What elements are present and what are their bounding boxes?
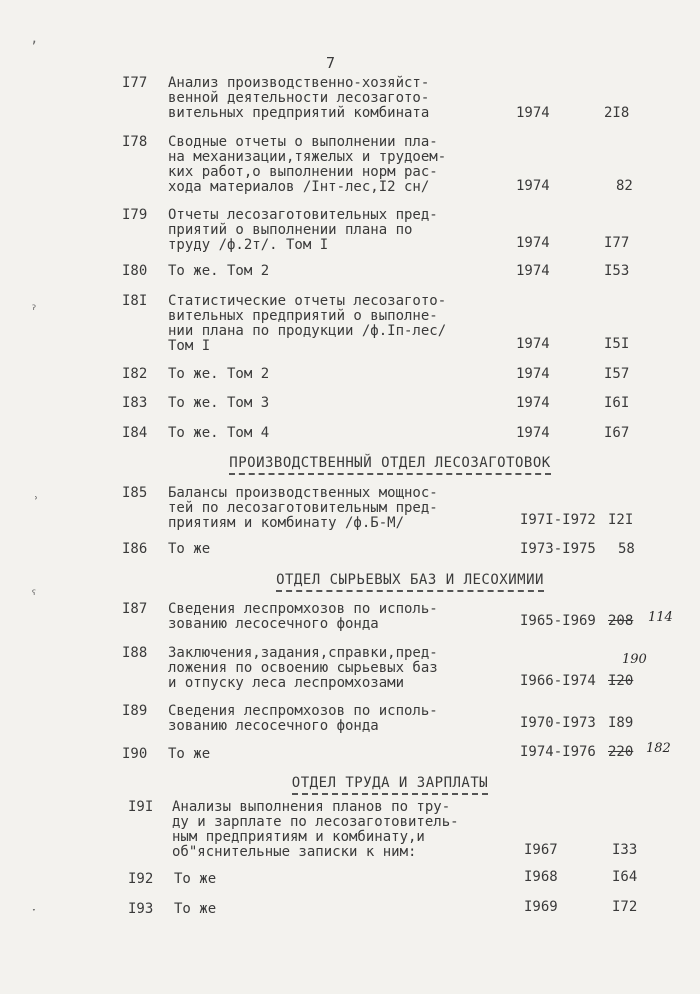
entry-sheets: I53: [604, 263, 630, 279]
entry-title: Заключения,задания,справки,пред- ложения по освоению сырьевых баз и отпуску леса леспромхозами: [168, 645, 438, 691]
entry-sheets: I67: [604, 425, 630, 441]
entry-year: 1974: [516, 336, 550, 352]
entry-number: I92: [128, 871, 154, 887]
entry-title: Балансы производственных мощнос- тей по лесозаготовительным пред- приятиям и комбинату /ф.Б-М/: [168, 485, 438, 531]
entry-year: I970-I973: [520, 715, 596, 731]
entry-title: Анализ производственно-хозяйст- венной деятельности лесозаготo- вительных предприятий комбината: [168, 75, 430, 121]
entry-sheets: I6I: [604, 395, 630, 411]
margin-mark: ˀ: [30, 305, 38, 320]
entry-year: I974-I976: [520, 744, 596, 760]
handwritten-correction: 190: [622, 652, 647, 667]
entry-title: То же. Том 3: [168, 395, 270, 411]
entry-number: I84: [122, 425, 148, 441]
entry-sheets: I77: [604, 235, 630, 251]
entry-number: I85: [122, 485, 148, 501]
section-heading-text: ОТДЕЛ СЫРЬЕВЫХ БАЗ И ЛЕСОХИМИИ: [276, 572, 544, 592]
entry-title: То же. Том 2: [168, 263, 270, 279]
entry-number: I93: [128, 901, 154, 917]
entry-year: 1974: [516, 105, 550, 121]
handwritten-correction: 182: [646, 741, 671, 756]
entry-title: То же. Том 4: [168, 425, 270, 441]
entry-title: То же: [168, 541, 211, 557]
page-number: 7: [326, 54, 336, 72]
handwritten-correction: 114: [648, 610, 673, 625]
entry-sheets: [608, 610, 673, 629]
entry-year: 1974: [516, 235, 550, 251]
struck-sheets: I20: [608, 673, 634, 689]
entry-year: I968: [524, 869, 558, 885]
entry-title: Анализы выполнения планов по тру- ду и зарплате по лесозаготовитель- ным предприятиям и комбинату,и об"яснительные записки к ним:: [172, 799, 459, 860]
entry-sheets: [608, 741, 671, 760]
struck-sheets: 208: [608, 613, 634, 629]
section-heading: [40, 455, 700, 471]
entry-number: I86: [122, 541, 148, 557]
entry-title: То же: [174, 871, 217, 887]
entry-title: Сводные отчеты о выполнении пла- на механизации,тяжелых и трудоем- ких работ,о выполнении норм рас- хода материалов /Iнт-лес,I2 сн/: [168, 134, 447, 195]
entry-sheets: I72: [612, 899, 638, 915]
entry-title: Сведения леспромхозов по исполь- зованию лесосечного фонда: [168, 601, 438, 632]
section-heading: [40, 775, 700, 791]
entry-number: I89: [122, 703, 148, 719]
entry-year: 1974: [516, 178, 550, 194]
entry-title: Сведения леспромхозов по исполь- зованию лесосечного фонда: [168, 703, 438, 734]
entry-sheets: 2I8: [604, 105, 630, 121]
section-heading-text: ПРОИЗВОДСТВЕННЫЙ ОТДЕЛ ЛЕСОЗАГОТОВОК: [229, 455, 550, 475]
entry-year: I969: [524, 899, 558, 915]
entry-year: 1974: [516, 395, 550, 411]
entry-sheets: I2I: [608, 512, 634, 528]
entry-number: I90: [122, 746, 148, 762]
entry-title: То же. Том 2: [168, 366, 270, 382]
section-heading-text: ОТДЕЛ ТРУДА И ЗАРПЛАТЫ: [292, 775, 488, 795]
entry-title: Отчеты лесозаготовительных пред- приятий о выполнении плана по труду /ф.2т/. Том I: [168, 207, 438, 253]
entry-year: 1974: [516, 263, 550, 279]
entry-number: I83: [122, 395, 148, 411]
section-heading: [60, 572, 700, 588]
entry-year: 1974: [516, 366, 550, 382]
entry-sheets: I57: [604, 366, 630, 382]
entry-number: I77: [122, 75, 148, 91]
entry-sheets: [608, 652, 647, 689]
entry-sheets: I89: [608, 715, 634, 731]
entry-number: I9I: [128, 799, 154, 815]
entry-number: I88: [122, 645, 148, 661]
entry-year: 1974: [516, 425, 550, 441]
entry-number: I78: [122, 134, 148, 150]
entry-year: I97I-I972: [520, 512, 596, 528]
entry-sheets: I33: [612, 842, 638, 858]
entry-title: Статистические отчеты лесозаготo- вительных предприятий о выполне- нии плана по продукции /ф.Iп-лес/ Том I: [168, 293, 447, 354]
entry-sheets: 82: [616, 178, 633, 194]
entry-sheets: I64: [612, 869, 638, 885]
entry-number: I80: [122, 263, 148, 279]
entry-number: I8I: [122, 293, 148, 309]
entry-title: То же: [168, 746, 211, 762]
entry-year: I966-I974: [520, 673, 596, 689]
entry-number: I79: [122, 207, 148, 223]
entry-year: I967: [524, 842, 558, 858]
entry-year: I973-I975: [520, 541, 596, 557]
entry-sheets: 58: [618, 541, 635, 557]
entry-title: То же: [174, 901, 217, 917]
entry-number: I87: [122, 601, 148, 617]
margin-mark: ʾ: [32, 495, 40, 510]
margin-mark: ˁ: [30, 590, 38, 605]
entry-year: I965-I969: [520, 613, 596, 629]
margin-mark: ʼ: [30, 40, 38, 55]
entry-sheets: I5I: [604, 336, 630, 352]
entry-number: I82: [122, 366, 148, 382]
struck-sheets: 220: [608, 744, 634, 760]
margin-mark: ˑ: [30, 905, 38, 920]
